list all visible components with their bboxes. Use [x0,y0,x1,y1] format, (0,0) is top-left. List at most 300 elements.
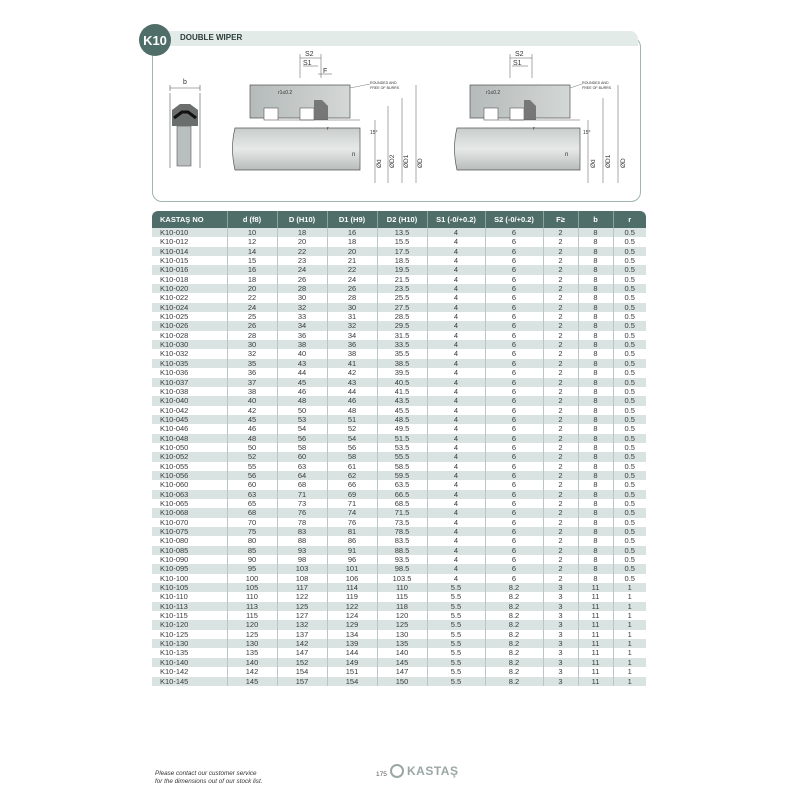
table-cell: 6 [485,265,543,274]
table-cell: 0.5 [624,237,635,247]
table-cell: 95 [227,564,277,573]
table-cell: 1 [613,583,646,592]
table-cell: 118 [377,602,427,611]
table-cell: 2 [543,321,578,330]
dim-bigd-left: ØD [417,158,424,168]
table-row [152,256,646,265]
table-cell: 114 [327,583,377,592]
table-cell: 6 [485,331,543,340]
table-cell: 4 [427,536,485,545]
table-cell: 132 [277,620,327,629]
table-cell: 51 [327,415,377,424]
table-cell: 137 [277,630,327,639]
table-cell: 5.5 [427,648,485,657]
dim-r1-left: r1≤0.2 [278,90,293,96]
table-cell: 0.5 [613,340,646,349]
table-cell: 5.5 [427,611,485,620]
table-cell: 8 [578,424,613,433]
table-cell: 24 [277,265,327,274]
table-cell: 110 [377,583,427,592]
table-cell: 12 [227,237,277,246]
table-row [152,667,646,676]
table-cell: 4 [427,443,485,452]
table-cell: 6 [485,564,543,573]
column-header: d (f8) [227,211,277,228]
table-cell: 0.5 [613,321,646,330]
table-cell: 149 [327,658,377,667]
table-cell: 0.5 [613,378,646,387]
table-cell: 4 [427,228,485,237]
table-cell: 6 [485,303,543,312]
table-cell: 2 [543,574,578,583]
table-cell: 119 [327,592,377,601]
table-cell: 18 [327,237,377,246]
table-cell: 32 [327,321,377,330]
table-cell: 152 [277,658,327,667]
table-cell: 74 [327,508,377,517]
table-cell: 44 [327,387,377,396]
table-cell: 1 [627,629,632,639]
table-cell: 38 [327,349,377,358]
table-row [152,247,646,256]
table-cell: K10-085 [152,546,227,555]
table-cell: 98 [277,555,327,564]
table-cell: 3 [543,658,578,667]
table-cell: 52 [327,424,377,433]
note-rounded-left: ROUNDED AND [370,81,397,85]
table-cell: 8 [578,312,613,321]
table-cell: 105 [227,583,277,592]
table-cell: 29.5 [377,321,427,330]
table-cell: 6 [485,256,543,265]
table-cell: 6 [485,574,543,583]
table-cell: 51.5 [377,434,427,443]
table-cell: 6 [485,508,543,517]
table-cell: K10-100 [152,574,227,583]
table-cell: 24 [327,275,377,284]
table-row [152,349,646,358]
table-cell: 33 [277,312,327,321]
table-cell: 0.5 [624,274,635,284]
table-cell: 6 [485,471,543,480]
table-cell: 36 [277,331,327,340]
table-cell: 6 [485,378,543,387]
product-code-badge: K10 [139,24,171,56]
table-cell: 4 [427,574,485,583]
table-cell: 6 [485,368,543,377]
table-cell: 2 [543,434,578,443]
table-cell: 30 [277,293,327,302]
table-cell: 43 [277,359,327,368]
table-cell: 6 [485,527,543,536]
table-cell: 3 [543,639,578,648]
table-row [152,555,646,564]
table-cell: 54 [327,434,377,443]
table-cell: 36 [227,368,277,377]
table-cell: K10-012 [152,237,227,246]
table-cell: 85 [227,546,277,555]
table-cell: 46 [327,396,377,405]
table-cell: 125 [277,602,327,611]
table-cell: 2 [543,247,578,256]
table-cell: 0.5 [624,368,635,378]
table-cell: K10-105 [152,583,227,592]
footer-note-line2: for the dimensions out of our stock list. [155,778,263,785]
table-cell: 25 [227,312,277,321]
table-row [152,658,646,667]
column-header: r [613,211,646,228]
table-cell: 10 [227,228,277,237]
table-cell: 2 [543,536,578,545]
table-cell: 50 [227,443,277,452]
table-row [152,546,646,555]
table-cell: 2 [543,406,578,415]
table-row [152,620,646,629]
table-cell: 0.5 [624,555,635,565]
table-cell: 0.5 [624,293,635,303]
table-cell: 45.5 [377,406,427,415]
table-row [152,321,646,330]
table-cell: 8 [578,564,613,573]
table-cell: K10-020 [152,284,227,293]
table-cell: 8 [578,265,613,274]
table-cell: 0.5 [624,256,635,266]
table-cell: 66 [327,480,377,489]
table-cell: 8 [578,293,613,302]
table-cell: 5.5 [427,677,485,686]
table-cell: 135 [227,648,277,657]
table-cell: 3 [543,602,578,611]
column-header: D1 (H9) [327,211,377,228]
table-cell: K10-024 [152,303,227,312]
logo-icon [390,764,404,778]
table-cell: 0.5 [624,461,635,471]
table-cell: 6 [485,396,543,405]
table-cell: 88 [277,536,327,545]
table-row [152,284,646,293]
table-row [152,490,646,499]
table-cell: 22 [327,265,377,274]
table-cell: 8 [578,340,613,349]
table-cell: 6 [485,293,543,302]
dim-angle-left: 15° [370,130,378,136]
table-cell: 5.5 [427,592,485,601]
table-row [152,275,646,284]
table-cell: 113 [227,602,277,611]
table-cell: 71 [277,490,327,499]
table-cell: 6 [485,462,543,471]
table-cell: 96 [327,555,377,564]
table-cell: 151 [327,667,377,676]
table-cell: 4 [427,293,485,302]
table-cell: 5.5 [427,658,485,667]
table-cell: 78.5 [377,527,427,536]
product-title: DOUBLE WIPER [180,33,243,42]
table-cell: 6 [485,424,543,433]
table-cell: 147 [277,648,327,657]
table-cell: 71.5 [377,508,427,517]
table-cell: 41.5 [377,387,427,396]
table-cell: 23.5 [377,284,427,293]
table-cell: 81 [327,527,377,536]
table-cell: 125 [377,620,427,629]
table-row [152,424,646,433]
table-cell: 31 [327,312,377,321]
table-cell: 19.5 [377,265,427,274]
table-cell: 1 [627,611,632,621]
table-cell: 40 [277,349,327,358]
table-cell: 2 [543,275,578,284]
dimension-table [152,211,646,686]
table-cell: 28 [277,284,327,293]
table-cell: 2 [543,312,578,321]
dim-n-left: n [352,152,356,158]
table-cell: 0.5 [624,424,635,434]
table-cell: 3 [543,620,578,629]
table-row [152,434,646,443]
dim-d1-left: ØD1 [403,154,410,168]
table-cell: 4 [427,490,485,499]
table-row [152,312,646,321]
table-cell: 8 [578,546,613,555]
table-row [152,583,646,592]
table-cell: 1 [627,592,632,602]
table-cell: 73 [277,499,327,508]
table-cell: 43 [327,378,377,387]
table-cell: 145 [377,658,427,667]
dim-d-left: Ød [376,159,383,168]
table-cell: 53 [277,415,327,424]
table-cell: K10-030 [152,340,227,349]
table-cell: 4 [427,518,485,527]
table-cell: 30 [327,303,377,312]
table-cell: 48 [227,434,277,443]
table-cell: 127 [277,611,327,620]
table-row [152,452,646,461]
table-cell: 0.5 [613,415,646,424]
table-cell: K10-115 [152,611,227,620]
table-cell: 91 [327,546,377,555]
table-cell: 0.5 [624,517,635,527]
logo-text: KASTAŞ [407,764,459,778]
table-cell: 11 [578,592,613,601]
table-cell: 2 [543,490,578,499]
table-cell: K10-046 [152,424,227,433]
table-cell: K10-010 [152,228,227,237]
table-cell: 18 [277,228,327,237]
table-cell: 8.2 [485,658,543,667]
table-cell: 20 [327,247,377,256]
table-cell: 130 [227,639,277,648]
table-cell: 8 [578,480,613,489]
table-cell: K10-018 [152,275,227,284]
table-cell: 4 [427,406,485,415]
table-cell: K10-063 [152,490,227,499]
table-cell: 154 [327,677,377,686]
table-cell: 66.5 [377,490,427,499]
table-cell: 120 [227,620,277,629]
table-cell: 6 [485,321,543,330]
table-row [152,331,646,340]
table-cell: 4 [427,415,485,424]
table-cell: 4 [427,499,485,508]
table-cell: K10-055 [152,462,227,471]
table-cell: 8.2 [485,620,543,629]
table-cell: 88.5 [377,546,427,555]
table-cell: 157 [277,677,327,686]
table-cell: 8 [578,349,613,358]
table-cell: 8 [578,555,613,564]
table-cell: 2 [543,527,578,536]
table-row [152,527,646,536]
table-cell: 26 [227,321,277,330]
table-cell: 0.5 [624,442,635,452]
table-cell: 8 [578,471,613,480]
column-header: S1 (-0/+0.2) [427,211,485,228]
table-cell: K10-048 [152,434,227,443]
table-cell: 140 [377,648,427,657]
table-cell: 4 [427,387,485,396]
table-cell: 8.2 [485,583,543,592]
table-cell: 0.5 [613,265,646,274]
table-cell: 0.5 [624,405,635,415]
table-cell: 4 [427,275,485,284]
note-free-right: FREE OF BURRS [582,86,612,90]
table-cell: K10-140 [152,658,227,667]
table-cell: K10-056 [152,471,227,480]
table-cell: 68.5 [377,499,427,508]
table-cell: 6 [485,452,543,461]
table-cell: 63 [227,490,277,499]
table-cell: 2 [543,499,578,508]
table-cell: K10-090 [152,555,227,564]
table-row [152,639,646,648]
table-cell: 5.5 [427,639,485,648]
note-free-left: FREE OF BURRS [370,86,400,90]
table-cell: 8 [578,284,613,293]
table-cell: 3 [543,630,578,639]
table-cell: 6 [485,387,543,396]
table-cell: 8 [578,518,613,527]
table-row [152,630,646,639]
table-cell: 56 [227,471,277,480]
table-cell: 63 [277,462,327,471]
table-cell: 15 [227,256,277,265]
table-cell: 8 [578,434,613,443]
table-cell: 2 [543,387,578,396]
table-cell: 21 [327,256,377,265]
table-cell: 6 [485,406,543,415]
table-cell: 28 [227,331,277,340]
table-cell: 4 [427,546,485,555]
table-cell: 70 [227,518,277,527]
table-cell: 40 [227,396,277,405]
table-cell: 4 [427,303,485,312]
table-cell: 4 [427,555,485,564]
table-cell: K10-125 [152,630,227,639]
dim-s2-right: S2 [515,51,524,58]
table-cell: 35 [227,359,277,368]
footer-note-line1: Please contact our customer service [155,770,257,777]
table-cell: 0.5 [613,434,646,443]
table-cell: 11 [578,667,613,676]
table-cell: 4 [427,321,485,330]
table-cell: 5.5 [427,630,485,639]
table-cell: K10-070 [152,518,227,527]
table-cell: 2 [543,555,578,564]
table-cell: 34 [327,331,377,340]
table-cell: 55 [227,462,277,471]
table-cell: 46 [277,387,327,396]
table-cell: 25.5 [377,293,427,302]
table-cell: 16 [327,228,377,237]
table-cell: 0.5 [624,498,635,508]
table-cell: 8.2 [485,602,543,611]
table-cell: 11 [578,602,613,611]
table-cell: 22 [277,247,327,256]
table-cell: 61 [327,462,377,471]
table-cell: K10-050 [152,443,227,452]
dim-d-right: Ød [590,159,597,168]
table-cell: 45 [277,378,327,387]
table-cell: 69 [327,490,377,499]
table-cell: 4 [427,247,485,256]
table-cell: 4 [427,527,485,536]
table-cell: K10-037 [152,378,227,387]
table-row [152,443,646,452]
table-cell: K10-016 [152,265,227,274]
table-cell: 125 [227,630,277,639]
table-cell: 37 [227,378,277,387]
table-cell: 38.5 [377,359,427,368]
table-cell: 145 [227,677,277,686]
table-cell: 0.5 [624,312,635,322]
table-cell: 2 [543,256,578,265]
table-cell: 4 [427,452,485,461]
table-cell: 8 [578,499,613,508]
table-cell: 26 [277,275,327,284]
table-cell: 24 [227,303,277,312]
table-cell: 30 [227,340,277,349]
table-cell: 11 [578,620,613,629]
table-cell: 41 [327,359,377,368]
column-header: D2 (H10) [377,211,427,228]
table-cell: 21.5 [377,275,427,284]
table-cell: 106 [327,574,377,583]
table-cell: 3 [543,611,578,620]
table-row [152,462,646,471]
table-row [152,237,646,246]
table-cell: 8 [578,490,613,499]
table-cell: 93 [277,546,327,555]
table-cell: 4 [427,312,485,321]
table-cell: 6 [485,349,543,358]
table-cell: 8 [578,247,613,256]
table-cell: 0.5 [613,303,646,312]
table-cell: K10-068 [152,508,227,517]
table-cell: 60 [227,480,277,489]
table-cell: 6 [485,284,543,293]
table-cell: 139 [327,639,377,648]
dim-d1-right: ØD1 [605,154,612,168]
table-cell: 8.2 [485,677,543,686]
table-cell: K10-036 [152,368,227,377]
table-cell: 4 [427,284,485,293]
table-cell: 2 [543,462,578,471]
table-cell: 38 [227,387,277,396]
table-body [152,228,646,686]
table-cell: 14 [227,247,277,256]
